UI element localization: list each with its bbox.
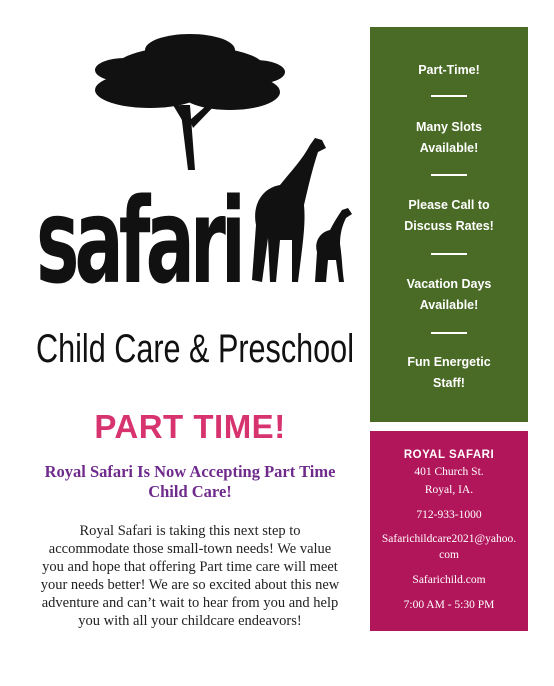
headline: PART TIME! [94,408,286,445]
features-panel [370,27,528,422]
divider [431,332,467,334]
contact-email-suffix: com [439,549,459,561]
feature-item [370,274,528,316]
safari-logo [30,20,365,390]
acacia-tree-icon [95,34,285,170]
contact-hours: 7:00 AM - 5:30 PM [403,599,495,611]
contact-panel [370,431,528,631]
feature-line: Vacation Days [406,277,492,291]
contact-phone: 712-933-1000 [416,509,482,521]
feature-line: Available! [419,298,479,312]
logo-tagline: Child Care & Preschool [36,327,354,371]
giraffe-icon [252,138,352,282]
feature-line: Please Call to [408,198,490,212]
feature-line: Many Slots [416,120,482,134]
contact-email: Safarichildcare2021@yahoo. [381,533,517,545]
logo-wordmark: safari [36,172,241,310]
feature-line: Discuss Rates! [404,219,494,233]
feature-line: Part-Time! [418,63,480,77]
body-text: Royal Safari is taking this next step to accommodate those small-town needs! We value you and hope that offering Part time care will meet your needs better! We are so excited about this new adventure and can’t wait to hear from you and help you with all your childcare endeavors! [40,523,340,629]
divider [431,174,467,176]
feature-item [370,117,528,159]
divider [431,253,467,255]
feature-item [370,195,528,237]
feature-item [370,352,528,394]
feature-line: Staff! [433,376,465,390]
divider [431,95,467,97]
feature-line: Fun Energetic [407,355,491,369]
contact-street: 401 Church St. [414,466,484,478]
contact-name: ROYAL SAFARI [403,449,495,461]
contact-city: Royal, IA. [424,484,474,496]
feature-item [370,60,528,81]
subheadline: Royal Safari Is Now Accepting Part Time Child Care! [44,462,336,501]
contact-website: Safarichild.com [412,574,486,586]
feature-line: Available! [419,141,479,155]
